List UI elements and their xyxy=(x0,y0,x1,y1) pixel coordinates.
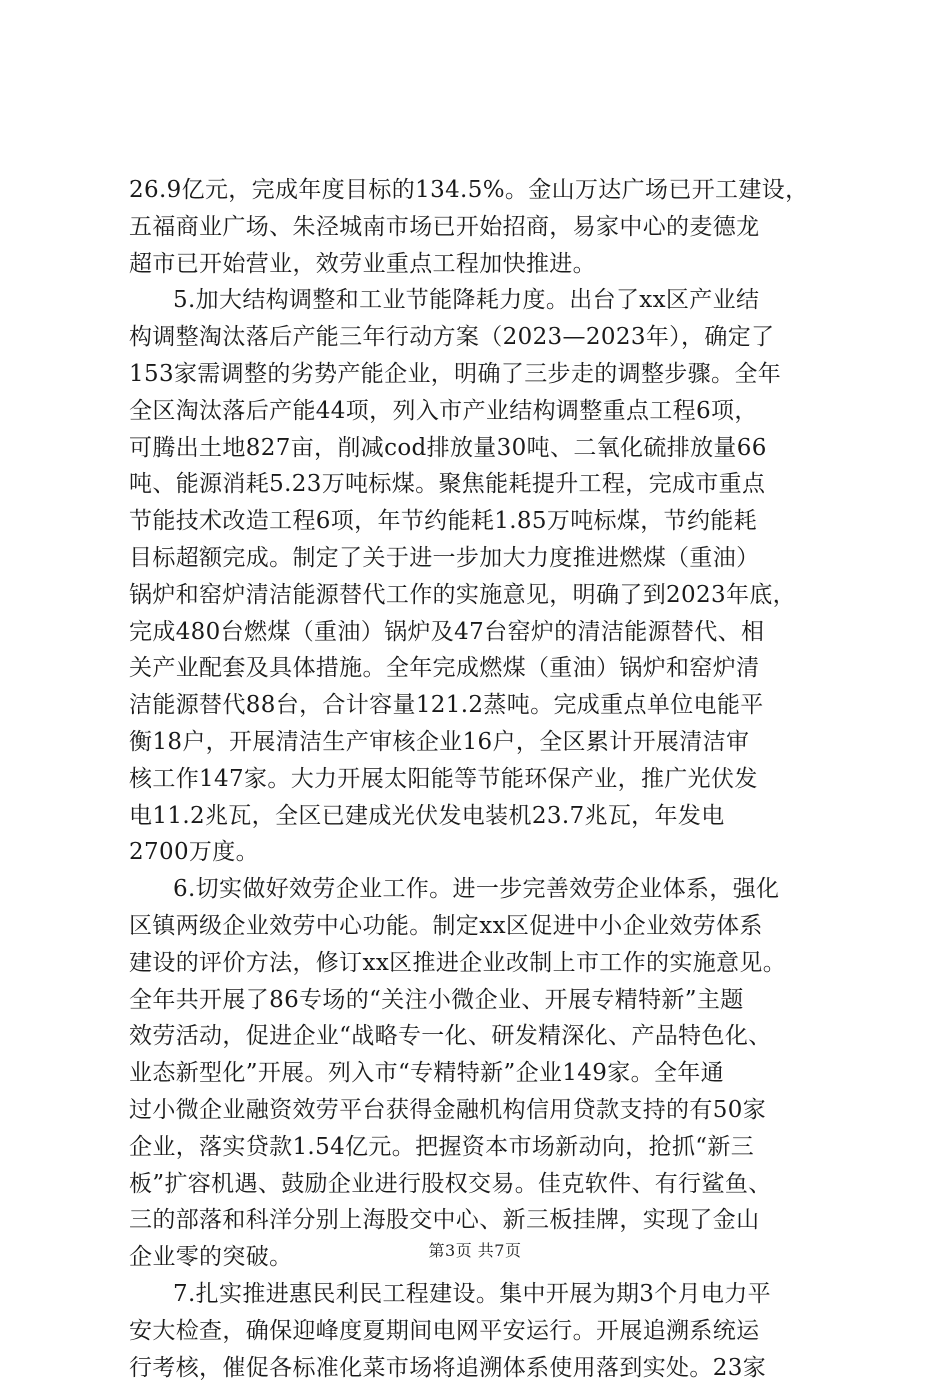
text-line: 安大检查，确保迎峰度夏期间电网平安运行。开展追溯系统运 xyxy=(129,1313,829,1350)
text-line: 全年共开展了86专场的“关注小微企业、开展专精特新”主题 xyxy=(129,982,829,1019)
text-line: 节能技术改造工程6项，年节约能耗1.85万吨标煤，节约能耗 xyxy=(129,503,829,540)
document-body xyxy=(129,172,829,1386)
text-line: 关产业配套及具体措施。全年完成燃煤（重油）锅炉和窑炉清 xyxy=(129,650,829,687)
text-line: 建设的评价方法，修订xx区推进企业改制上市工作的实施意见。 xyxy=(129,945,829,982)
text-line: 核工作147家。大力开展太阳能等节能环保产业，推广光伏发 xyxy=(129,761,829,798)
text-line: 153家需调整的劣势产能企业，明确了三步走的调整步骤。全年 xyxy=(129,356,829,393)
paragraph-5-start: 5.加大结构调整和工业节能降耗力度。出台了xx区产业结 xyxy=(129,282,829,319)
text-line: 衡18户，开展清洁生产审核企业16户，全区累计开展清洁审 xyxy=(129,724,829,761)
text-line: 五福商业广场、朱泾城南市场已开始招商，易家中心的麦德龙 xyxy=(129,209,829,246)
text-line: 行考核，催促各标准化菜市场将追溯体系使用落到实处。23家 xyxy=(129,1350,829,1386)
text-line: 区镇两级企业效劳中心功能。制定xx区促进中小企业效劳体系 xyxy=(129,908,829,945)
text-line: 26.9亿元，完成年度目标的134.5%。金山万达广场已开工建设， xyxy=(129,172,829,209)
text-line: 三的部落和科洋分别上海股交中心、新三板挂牌，实现了金山 xyxy=(129,1202,829,1239)
text-line: 2700万度。 xyxy=(129,834,829,871)
text-line: 完成480台燃煤（重油）锅炉及47台窑炉的清洁能源替代、相 xyxy=(129,614,829,651)
text-line: 板”扩容机遇、鼓励企业进行股权交易。佳克软件、有行鲨鱼、 xyxy=(129,1166,829,1203)
text-line: 企业，落实贷款1.54亿元。把握资本市场新动向，抢抓“新三 xyxy=(129,1129,829,1166)
text-line: 目标超额完成。制定了关于进一步加大力度推进燃煤（重油） xyxy=(129,540,829,577)
text-line: 洁能源替代88台，合计容量121.2蒸吨。完成重点单位电能平 xyxy=(129,687,829,724)
text-line: 超市已开始营业，效劳业重点工程加快推进。 xyxy=(129,246,829,283)
text-line: 电11.2兆瓦，全区已建成光伏发电装机23.7兆瓦，年发电 xyxy=(129,798,829,835)
text-line: 锅炉和窑炉清洁能源替代工作的实施意见，明确了到2023年底， xyxy=(129,577,829,614)
text-line: 企业零的突破。 xyxy=(129,1239,829,1276)
paragraph-7-start: 7.扎实推进惠民利民工程建设。集中开展为期3个月电力平 xyxy=(129,1276,829,1313)
text-line: 业态新型化”开展。列入市“专精特新”企业149家。全年通 xyxy=(129,1055,829,1092)
text-line: 过小微企业融资效劳平台获得金融机构信用贷款支持的有50家 xyxy=(129,1092,829,1129)
text-line: 可腾出土地827亩，削减cod排放量30吨、二氧化硫排放量66 xyxy=(129,430,829,467)
text-line: 吨、能源消耗5.23万吨标煤。聚焦能耗提升工程，完成市重点 xyxy=(129,466,829,503)
page-number-footer: 第3页 共7页 xyxy=(0,1238,950,1261)
text-line: 全区淘汰落后产能44项，列入市产业结构调整重点工程6项， xyxy=(129,393,829,430)
paragraph-6-start: 6.切实做好效劳企业工作。进一步完善效劳企业体系，强化 xyxy=(129,871,829,908)
text-line: 效劳活动，促进企业“战略专一化、研发精深化、产品特色化、 xyxy=(129,1018,829,1055)
text-line: 构调整淘汰落后产能三年行动方案（2023—2023年），确定了 xyxy=(129,319,829,356)
